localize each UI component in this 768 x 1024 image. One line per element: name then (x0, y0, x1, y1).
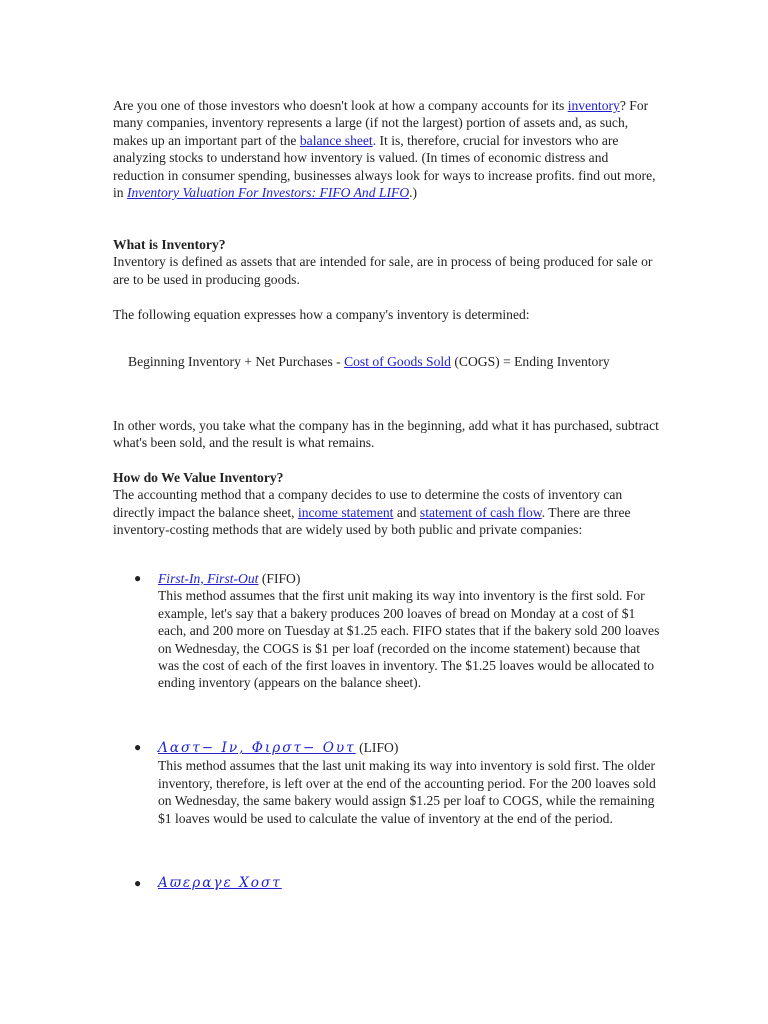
bullet-dot-fifo: ● (134, 571, 142, 585)
how-value-text-2: and (393, 504, 420, 520)
method-title-fifo (158, 570, 663, 587)
method-item-lifo (158, 739, 663, 827)
equation-text-1: Beginning Inventory + Net Purchases - (128, 354, 345, 369)
lifo-link[interactable]: Λαστ− Ιν, Φιρστ− Ουτ (158, 740, 356, 756)
bullet-dot-lifo: ● (134, 740, 142, 754)
cash-flow-statement-link[interactable]: statement of cash flow (419, 504, 542, 520)
inventory-equation (128, 353, 628, 370)
intro-text-1: Are you one of those investors who doesn't look at how a company accounts for its (113, 98, 568, 113)
bullet-dot-average-cost: ● (134, 876, 142, 890)
intro-paragraph (113, 97, 663, 201)
inventory-link[interactable]: inventory (567, 98, 620, 113)
lifo-abbr: (LIFO) (355, 740, 399, 755)
equation-text-2: (COGS) = Ending Inventory (450, 354, 610, 369)
how-value-text-1: The accounting method that a company decides to use to determine the costs of inventory can directly impact the balance sheet, (113, 487, 623, 520)
how-value-body (113, 486, 663, 538)
average-cost-link[interactable]: Αϖεραγε Χοστ (158, 875, 282, 891)
method-title-lifo (158, 739, 663, 757)
method-body-lifo: This method assumes that the last unit making its way into inventory is sold first. The older inventory, therefore, is left over at the end of the accounting period. For the 200 loaves sold on Wednesday, the same bakery would assign $1.25 per loaf to COGS, while the remaining $1 loaves would be used to calculate the value of inventory at the end of the period. (158, 758, 656, 826)
fifo-lifo-article-link[interactable]: Inventory Valuation For Investors: FIFO And LIFO (126, 185, 410, 201)
how-value-text-3: . There are three inventory-costing methods that are widely used by both public and private companies: (113, 504, 631, 538)
what-is-inventory-section (113, 236, 663, 288)
method-title-average-cost (158, 874, 663, 892)
what-is-inventory-body: Inventory is defined as assets that are intended for sale, are in process of being produced for sale or are to be used in producing goods. (113, 254, 653, 287)
other-words-paragraph: In other words, you take what the company has in the beginning, add what it has purchased, subtract what's been sold, and the result is what remains. (113, 418, 659, 451)
what-is-inventory-heading: What is Inventory? (113, 237, 226, 252)
intro-text-3: . It is, therefore, crucial for investors who are analyzing stocks to understand how inventory is valued. (In times of economic distress and reduction in consumer spending, businesses always look for ways to increase profits. find out more, in (113, 132, 656, 201)
balance-sheet-link[interactable]: balance sheet (299, 132, 373, 148)
method-item-average-cost (158, 874, 663, 892)
cogs-link[interactable]: Cost of Goods Sold (344, 354, 451, 369)
equation-intro: The following equation expresses how a company's inventory is determined: (113, 307, 530, 322)
method-item-fifo (158, 570, 663, 692)
fifo-link[interactable]: First-In, First-Out (158, 571, 259, 586)
method-body-fifo: This method assumes that the first unit making its way into inventory is the first sold. For example, let's say that a bakery produces 200 loaves of bread on Monday at a cost of $1 each, and 200 more on Tuesday at $1.25 each. FIFO states that if the bakery sold 200 loaves on Wednesday, the COGS is $1 per loaf (recorded on the income statement) because that was the cost of each of the first loaves in inventory. The $1.25 loaves would be allocated to ending inventory (appears on the balance sheet). (158, 588, 660, 691)
income-statement-link[interactable]: income statement (297, 504, 394, 520)
fifo-abbr: (FIFO) (258, 571, 301, 586)
how-value-section (113, 469, 663, 539)
how-value-heading: How do We Value Inventory? (113, 470, 284, 485)
intro-text-2: ? For many companies, inventory represents a large (if not the largest) portion of assets and, as such, makes up an important part of the (113, 98, 649, 148)
intro-text-4: .) (409, 185, 418, 201)
